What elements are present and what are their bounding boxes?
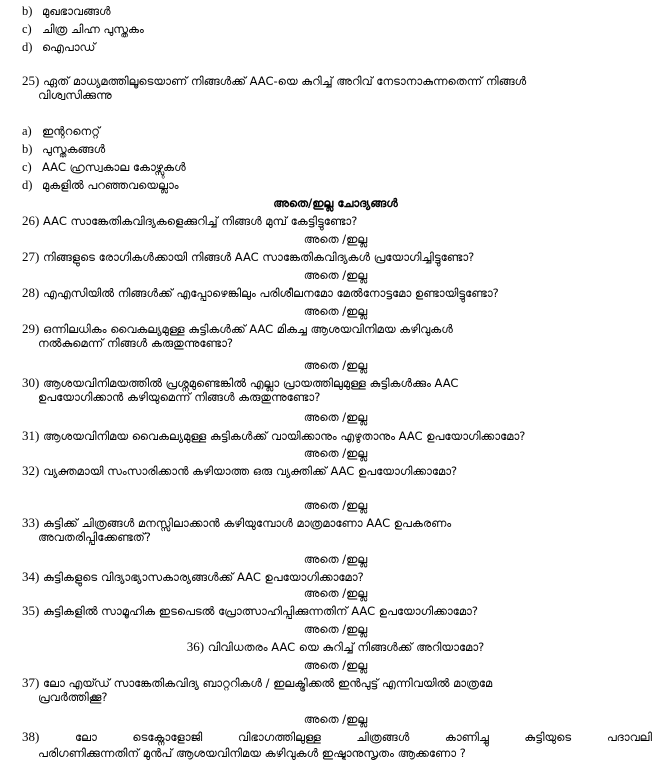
question-text-line1: ലോ ടെക്നോളോജി വിഭാഗത്തിലുള്ള ചിത്രങ്ങൾ കാണിച്ചു കുട്ടിയുടെ പദാവലി	[74, 730, 652, 744]
option-letter: b)	[22, 4, 33, 18]
answer-yes-no: അതെ /ഇല്ല	[303, 658, 368, 672]
option-item	[22, 160, 186, 174]
question-36	[0, 640, 671, 654]
option-letter: c)	[22, 160, 32, 174]
option-item	[22, 124, 100, 138]
answer-yes-no: അതെ /ഇല്ല	[303, 712, 368, 726]
question-text-line2: പ്രവർത്തിക്കൂ?	[38, 690, 108, 704]
question-text-line1: വിവിധതരം AAC യെ കുറിച്ച് നിങ്ങൾക്ക് അറിയാമോ?	[207, 640, 485, 654]
answer-yes-no: അതെ /ഇല്ല	[303, 586, 368, 600]
option-item	[22, 22, 144, 36]
question-30	[22, 376, 652, 404]
question-38	[22, 730, 652, 760]
question-number: 26)	[22, 213, 40, 228]
answer-yes-no: അതെ /ഇല്ല	[303, 232, 368, 246]
question-text-line1: AAC സാങ്കേതികവിദ്യകളെക്കുറിച്ച് നിങ്ങൾ മുമ്പ് കേട്ടിട്ടുണ്ടോ?	[43, 214, 358, 228]
question-number: 31)	[22, 428, 40, 443]
option-item	[22, 40, 95, 54]
question-text-line2: വിശ്വസിക്കുന്നു	[38, 88, 112, 102]
option-item	[22, 142, 105, 156]
question-number: 30)	[22, 375, 40, 390]
option-letter: c)	[22, 22, 32, 36]
question-text-line1: ഏത് മാധ്യമത്തിലൂടെയാണ് നിങ്ങൾക്ക് AAC-യെ കുറിച്ച് അറിവ് നേടാനാകുന്നതെന്ന് നിങ്ങൾ	[43, 74, 527, 88]
question-number: 25)	[22, 73, 40, 88]
question-number: 35)	[22, 603, 40, 618]
option-item	[22, 178, 179, 192]
question-29	[22, 322, 652, 350]
option-text: പുസ്തകങ്ങൾ	[42, 142, 106, 156]
question-26	[22, 214, 652, 228]
question-text-line1: ലോ എയ്ഡ് സാങ്കേതികവിദ്യ ബാറ്ററികൾ / ഇലക്ട്രിക്കൽ ഇൻപുട്ട് എന്നിവയിൽ മാത്രമേ	[43, 676, 493, 690]
option-text: AAC ഹ്രസ്വകാല കോഴ്സുകൾ	[42, 160, 186, 174]
question-37	[22, 676, 652, 704]
answer-yes-no: അതെ /ഇല്ല	[303, 446, 368, 460]
question-number: 29)	[22, 321, 40, 336]
question-text-line2: നൽകുമെന്ന് നിങ്ങൾ കരുതുന്നുണ്ടോ?	[38, 336, 234, 350]
question-text-line2: ഉപയോഗിക്കാൻ കഴിയുമെന്ന് നിങ്ങൾ കരുതുന്നുണ്ടോ?	[38, 390, 321, 404]
option-text: ഇന്ററനെറ്റ്	[42, 124, 100, 138]
question-number: 36)	[186, 639, 205, 654]
option-text: ഐപാഡ്	[42, 40, 96, 54]
question-33	[22, 516, 652, 544]
question-text-line1: ആശയവിനിമയ വൈകല്യമുള്ള കുട്ടികൾക്ക് വായിക്കാനും എഴുതാനും AAC ഉപയോഗിക്കാമോ?	[43, 429, 526, 443]
option-text: മുഖഭാവങ്ങൾ	[42, 4, 111, 18]
answer-yes-no: അതെ /ഇല്ല	[303, 622, 368, 636]
option-text: മുകളിൽ പറഞ്ഞവയെല്ലാം	[42, 178, 179, 192]
answer-yes-no: അതെ /ഇല്ല	[303, 498, 368, 512]
question-text-line2: അവതരിപ്പിക്കേണ്ടത്?	[38, 530, 151, 544]
question-text-line1: കുട്ടിക്ക് ചിത്രങ്ങൾ മനസ്സിലാക്കാൻ കഴിയുമ്പോൾ മാത്രമാണോ AAC ഉപകരണം	[43, 516, 452, 530]
question-number: 27)	[22, 249, 40, 264]
answer-yes-no: അതെ /ഇല്ല	[303, 410, 368, 424]
question-31	[22, 429, 652, 443]
question-28	[22, 286, 652, 300]
question-number: 34)	[22, 569, 40, 584]
question-38-line1-wrap	[22, 730, 652, 744]
question-text-line1: എഎസിയിൽ നിങ്ങൾക്ക് എപ്പോഴെങ്കിലും പരിശീലനമോ മേൽനോട്ടമോ ഉണ്ടായിട്ടുണ്ടോ?	[43, 286, 499, 300]
option-letter: d)	[22, 40, 33, 54]
question-text-line1: ആശയവിനിമയത്തിൽ പ്രശ്നമുണ്ടെങ്കിൽ എല്ലാ പ്രായത്തിലുമുള്ള കുട്ടികൾക്കും AAC	[43, 376, 459, 390]
question-text-line1: നിങ്ങളുടെ രോഗികൾക്കായി നിങ്ങൾ AAC സാങ്കേതികവിദ്യകൾ പ്രയോഗിച്ചിട്ടുണ്ടോ?	[43, 250, 475, 264]
question-text-line2: പരിഗണിക്കുന്നതിന് മുൻപ് ആശയവിനിമയ കഴിവുകൾ ഇഷ്ടാനുസൃതം ആക്കണോ ?	[38, 746, 466, 760]
question-number: 38)	[22, 729, 40, 744]
question-text-line1: കുട്ടികളിൽ സാമൂഹിക ഇടപെടൽ പ്രോത്സാഹിപ്പിക്കുന്നതിന് AAC ഉപയോഗിക്കാമോ?	[43, 604, 478, 618]
option-letter: b)	[22, 142, 33, 156]
question-32	[22, 464, 652, 478]
option-letter: d)	[22, 178, 33, 192]
question-text-line1: കുട്ടികളുടെ വിദ്യാഭ്യാസകാര്യങ്ങൾക്ക് AAC ഉപയോഗിക്കാമോ?	[43, 570, 364, 584]
answer-yes-no: അതെ /ഇല്ല	[303, 304, 368, 318]
question-35	[22, 604, 652, 618]
answer-yes-no: അതെ /ഇല്ല	[303, 358, 368, 372]
option-text: ചിത്ര ചിഹ്ന പുസ്തകം	[42, 22, 144, 36]
question-27	[22, 250, 652, 264]
option-item	[22, 4, 111, 18]
question-number: 37)	[22, 675, 40, 690]
question-number: 32)	[22, 463, 40, 478]
section-heading: അതെ/ഇല്ല ചോദ്യങ്ങൾ	[273, 196, 398, 210]
question-number: 28)	[22, 285, 40, 300]
question-25	[22, 74, 652, 102]
question-text-line1: ഒന്നിലധികം വൈകല്യമുള്ള കുട്ടികൾക്ക് AAC മികച്ച ആശയവിനിമയ കഴിവുകൾ	[43, 322, 453, 336]
question-34	[22, 570, 652, 584]
question-text-line1: വ്യക്തമായി സംസാരിക്കാൻ കഴിയാത്ത ഒരു വ്യക്തിക്ക് AAC ഉപയോഗിക്കാമോ?	[43, 464, 458, 478]
answer-yes-no: അതെ /ഇല്ല	[303, 552, 368, 566]
question-number: 33)	[22, 515, 40, 530]
answer-yes-no: അതെ /ഇല്ല	[303, 268, 368, 282]
option-letter: a)	[22, 124, 32, 138]
